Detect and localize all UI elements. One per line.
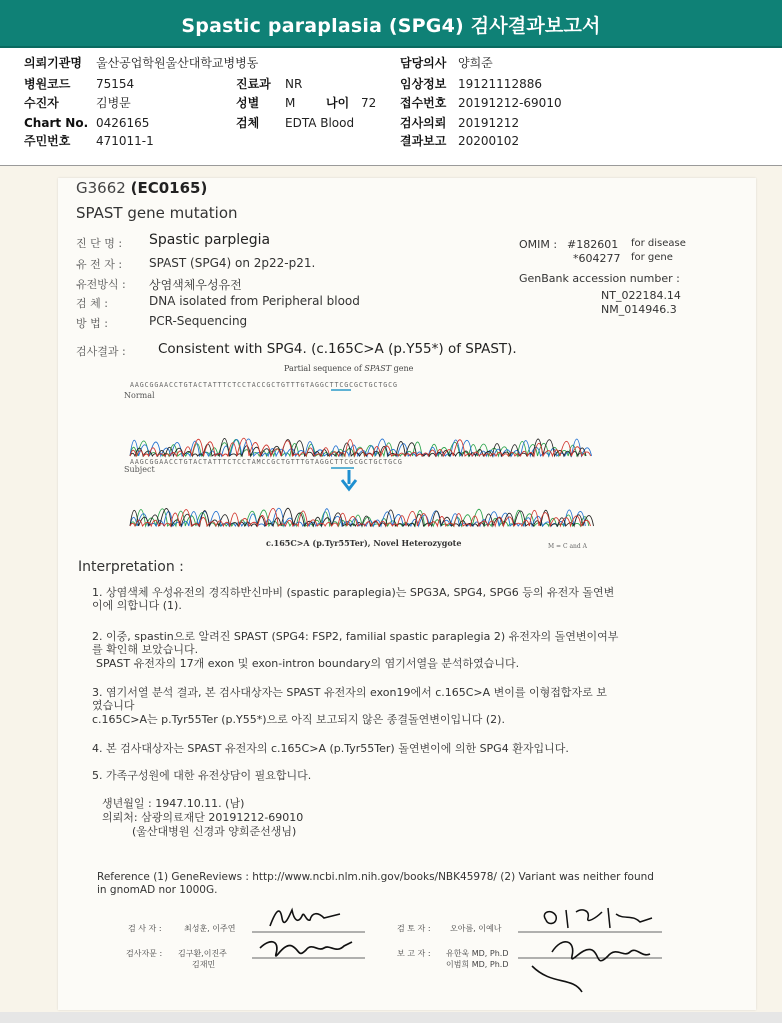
chromatogram-figure xyxy=(118,360,598,550)
test-code: G3662 (EC0165) xyxy=(76,179,208,197)
report-title: Spastic paraplasia (SPG4) 검사결과보고서 xyxy=(181,15,601,37)
referral-doctor: (울산대병원 신경과 양희준선생님) xyxy=(132,825,297,838)
genbank-accession-1: NT_022184.14 xyxy=(601,289,681,302)
header-value-specimen: EDTA Blood xyxy=(285,116,355,130)
consultant-label: 검사자문 : xyxy=(126,949,163,958)
header-value-institution: 울산공업학원울산대학교병병동 xyxy=(96,56,259,70)
reference-line-1: Reference (1) GeneReviews : http://www.ncbi.nlm.nih.gov/books/NBK45978/ (2) Variant was neither found xyxy=(97,871,654,883)
header-row-hospital-code: 병원코드 xyxy=(24,77,71,91)
interpretation-item-3-line-2: 였습니다 xyxy=(92,699,135,712)
header-row-department: 진료과 xyxy=(236,77,271,91)
header-row-patient: 수진자 xyxy=(24,96,59,110)
header-row-clinical-info: 임상정보 xyxy=(400,77,447,91)
field-inheritance-label: 유전방식 : xyxy=(76,278,126,291)
reporter-names-1: 유한욱 MD, Ph.D xyxy=(446,949,509,958)
header-row-sex: 성별 xyxy=(236,96,260,110)
referral-info: 의뢰처: 삼광의료재단 20191212-69010 xyxy=(102,811,304,824)
header-value-hospital-code: 75154 xyxy=(96,77,135,91)
report-title-bar xyxy=(0,0,782,48)
field-gene-label: 유 전 자 : xyxy=(76,258,123,271)
interpretation-item-3-line-3: c.165C>A는 p.Tyr55Ter (p.Y55*)으로 아직 보고되지 않은 종결돌연변이입니다 (2). xyxy=(92,713,505,726)
reviewer-names: 오아름, 이예나 xyxy=(450,924,502,933)
header-row-age: 나이 xyxy=(326,96,350,110)
interpretation-item-1-line-2: 이에 의합니다 (1). xyxy=(92,599,182,612)
interpretation-item-5: 5. 가족구성원에 대한 유전상담이 필요합니다. xyxy=(92,769,312,782)
field-diagnosis-label: 진 단 명 : xyxy=(76,237,123,250)
consultant-names-2: 김재민 xyxy=(192,960,216,969)
normal-label: Normal xyxy=(124,391,155,400)
field-gene-value: SPAST (SPG4) on 2p22-p21. xyxy=(149,256,316,270)
header-value-report-date: 20200102 xyxy=(458,134,520,148)
header-value-clinical-info: 19121112886 xyxy=(458,77,542,91)
header-value-doctor: 양희준 xyxy=(458,56,493,70)
figure-legend: M = C and A xyxy=(548,543,588,550)
field-method-value: PCR-Sequencing xyxy=(149,314,248,328)
field-specimen-value: DNA isolated from Peripheral blood xyxy=(149,294,360,308)
header-value-receipt-no: 20191212-69010 xyxy=(458,96,562,110)
field-specimen-label: 검 체 : xyxy=(76,297,108,310)
omim-gene: *604277 xyxy=(573,252,621,265)
header-value-chart-no: 0426165 xyxy=(96,116,150,130)
header-row-chart-no: Chart No. xyxy=(24,116,89,130)
interpretation-title: Interpretation : xyxy=(78,559,184,575)
subject-sequence: AAGCGGAACCTGTACTATTTCTCCTAMCCGCTGTTTGTAGGCTTCGCGCTGCTGCG xyxy=(130,458,403,466)
interpretation-item-1-line-1: 1. 상염색체 우성유전의 경직하반신마비 (spastic paraplegia)는 SPG3A, SPG4, SPG6 등의 유전자 돌연변 xyxy=(92,586,615,599)
header-row-report-date: 결과보고 xyxy=(400,134,447,148)
header-value-department: NR xyxy=(285,77,303,91)
figure-title: Partial sequence of SPAST gene xyxy=(284,364,414,373)
subject-label: Subject xyxy=(124,465,155,474)
interpretation-item-3-line-1: 3. 염기서열 분석 결과, 본 검사대상자는 SPAST 유전자의 exon19에서 c.165C>A 변이를 이형접합자로 보 xyxy=(92,686,607,699)
omim-disease-note: for disease xyxy=(631,238,686,249)
interpretation-item-2-line-3: SPAST 유전자의 17개 exon 및 exon-intron boundary의 염기서열을 분석하였습니다. xyxy=(96,657,520,670)
header-value-patient: 김병문 xyxy=(96,96,131,110)
header-value-resident-no: 471011-1 xyxy=(96,134,154,148)
interpretation-item-2-line-2: 를 확인해 보았습니다. xyxy=(92,643,199,656)
interpretation-item-2-line-1: 2. 이중, spastin으로 알려진 SPAST (SPG4: FSP2, familial spastic paraplegia 2) 유전자의 돌연변이여부 xyxy=(92,630,619,643)
header-row-receipt-no: 접수번호 xyxy=(400,96,447,110)
consultant-names-1: 김구환,이진주 xyxy=(178,949,227,958)
normal-sequence: AAGCGGAACCTGTACTATTTCTCCTACCGCTGTTTGTAGGCTTCGCGCTGCTGCG xyxy=(130,381,398,389)
header-row-specimen: 검체 xyxy=(236,116,260,130)
header-row-request-date: 검사의뢰 xyxy=(400,116,447,130)
genbank-label: GenBank accession number : xyxy=(519,272,680,285)
header-value-request-date: 20191212 xyxy=(458,116,520,130)
reference-line-2: in gnomAD nor 1000G. xyxy=(97,884,218,896)
header-value-age: 72 xyxy=(361,96,377,110)
figure-caption: c.165C>A (p.Tyr55Ter), Novel Heterozygote xyxy=(266,538,462,548)
header-row-resident-no: 주민번호 xyxy=(24,134,71,148)
birth-date: 생년월일 : 1947.10.11. (남) xyxy=(102,797,245,810)
signature-reviewer-and-reporter xyxy=(512,896,682,1000)
field-inheritance-value: 상염색체우성유전 xyxy=(149,278,242,292)
signature-examiner-and-consultant xyxy=(240,900,380,980)
header-value-sex: M xyxy=(285,96,296,110)
examiner-label: 검 사 자 : xyxy=(128,924,162,933)
genbank-accession-2: NM_014946.3 xyxy=(601,303,677,316)
examiner-names: 최성훈, 이주연 xyxy=(184,924,236,933)
header-row-doctor: 담당의사 xyxy=(400,56,447,70)
omim-label: OMIM : xyxy=(519,238,558,251)
reporter-label: 보 고 자 : xyxy=(397,949,431,958)
interpretation-item-4: 4. 본 검사대상자는 SPAST 유전자의 c.165C>A (p.Tyr55Ter) 돌연변이에 의한 SPG4 환자입니다. xyxy=(92,742,569,755)
field-method-label: 방 법 : xyxy=(76,317,108,330)
omim-gene-note: for gene xyxy=(631,252,673,263)
result-value: Consistent with SPG4. (c.165C>A (p.Y55*) of SPAST). xyxy=(158,341,517,357)
report-heading: SPAST gene mutation xyxy=(76,204,238,222)
result-label: 검사결과 : xyxy=(76,345,126,358)
header-row-institution: 의뢰기관명 xyxy=(24,56,82,70)
viewer-bottom-bar xyxy=(0,1012,782,1023)
field-diagnosis-value: Spastic parplegia xyxy=(149,232,271,248)
reviewer-label: 검 토 자 : xyxy=(397,924,431,933)
reporter-names-2: 이범희 MD, Ph.D xyxy=(446,960,509,969)
omim-disease: #182601 xyxy=(567,238,619,251)
